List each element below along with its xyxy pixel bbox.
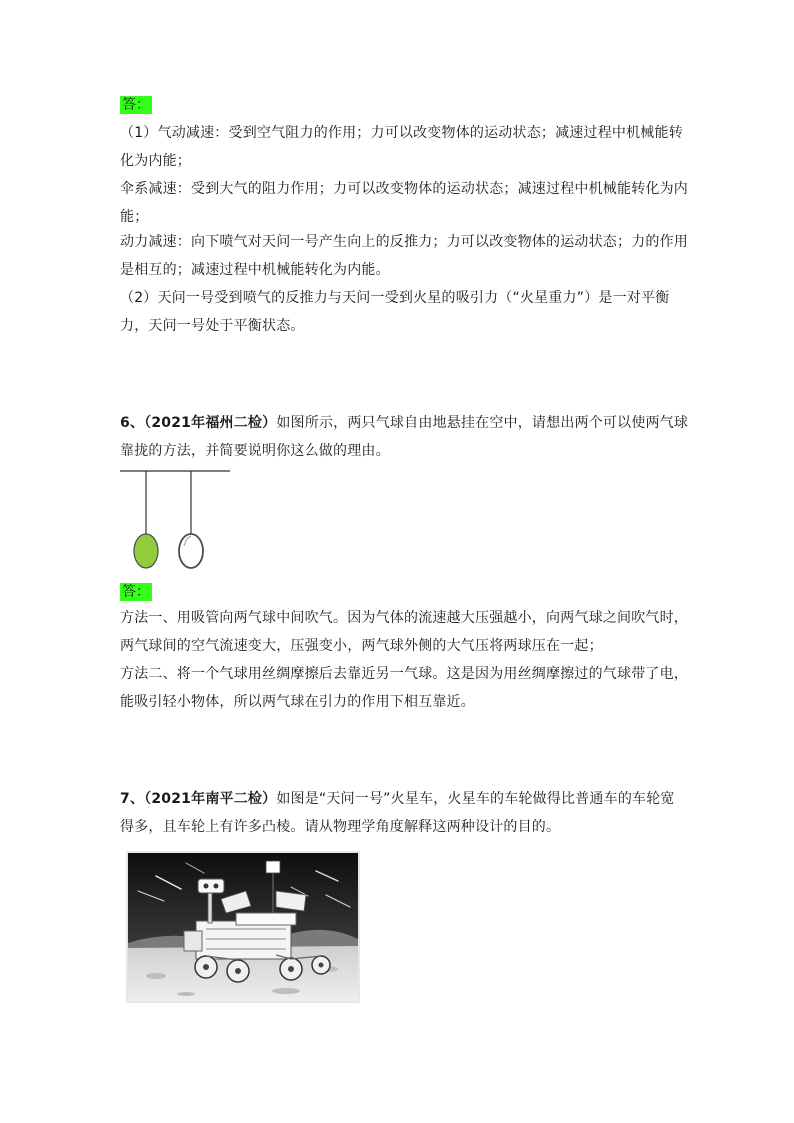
answer-line: 伞系减速：受到大气的阻力作用；力可以改变物体的运动状态；减速过程中机械能转化为内 <box>120 181 688 197</box>
answer-line: 力，天问一号处于平衡状态。 <box>120 318 305 334</box>
answer-line: （1）气动减速：受到空气阻力的作用；力可以改变物体的运动状态；减速过程中机械能转 <box>120 125 683 141</box>
balloon-diagram <box>118 466 234 578</box>
green-balloon <box>134 534 158 568</box>
question-text: 如图是“天问一号”火星车，火星车的车轮做得比普通车的车轮宽 <box>276 791 675 807</box>
question-text: 如图所示，两只气球自由地悬挂在空中，请想出两个可以使两气球 <box>276 415 689 431</box>
answer-line: 能吸引轻小物体，所以两气球在引力的作用下相互靠近。 <box>120 694 475 710</box>
answer-line: 方法一、用吸管向两气球中间吹气。因为气体的流速越大压强越小，向两气球之间吹气时， <box>120 610 688 626</box>
question-number: 6、 <box>120 415 145 431</box>
answer-line: 方法二、将一个气球用丝绸摩擦后去靠近另一气球。这是因为用丝绸摩擦过的气球带了电， <box>120 666 688 682</box>
answer-line: 化为内能； <box>120 153 191 169</box>
answer-label: 答： <box>122 97 150 113</box>
question-source: （2021年南平二检） <box>144 791 277 807</box>
question-source: （2021年福州二检） <box>144 415 277 431</box>
answer-line: 两气球间的空气流速变大，压强变小，两气球外侧的大气压将两球压在一起； <box>120 638 603 654</box>
question-6-line-1 <box>120 414 689 432</box>
question-7-line-1 <box>120 790 680 808</box>
answer-line: 是相互的；减速过程中机械能转化为内能。 <box>120 262 390 278</box>
question-6-line-2: 靠拢的方法，并简要说明你这么做的理由。 <box>120 443 390 459</box>
answer-label: 答： <box>122 584 150 600</box>
answer-line: 动力减速：向下喷气对天问一号产生向上的反推力；力可以改变物体的运动状态；力的作用 <box>120 234 688 250</box>
white-balloon <box>179 534 203 568</box>
question-number: 7、 <box>120 791 145 807</box>
question-7-line-2: 得多，且车轮上有许多凸棱。请从物理学角度解释这两种设计的目的。 <box>120 819 561 835</box>
mars-rover-image <box>126 851 360 1003</box>
answer-line: （2）天问一号受到喷气的反推力与天问一受到火星的吸引力（“火星重力”）是一对平衡 <box>120 290 670 306</box>
answer-line: 能； <box>120 209 149 225</box>
